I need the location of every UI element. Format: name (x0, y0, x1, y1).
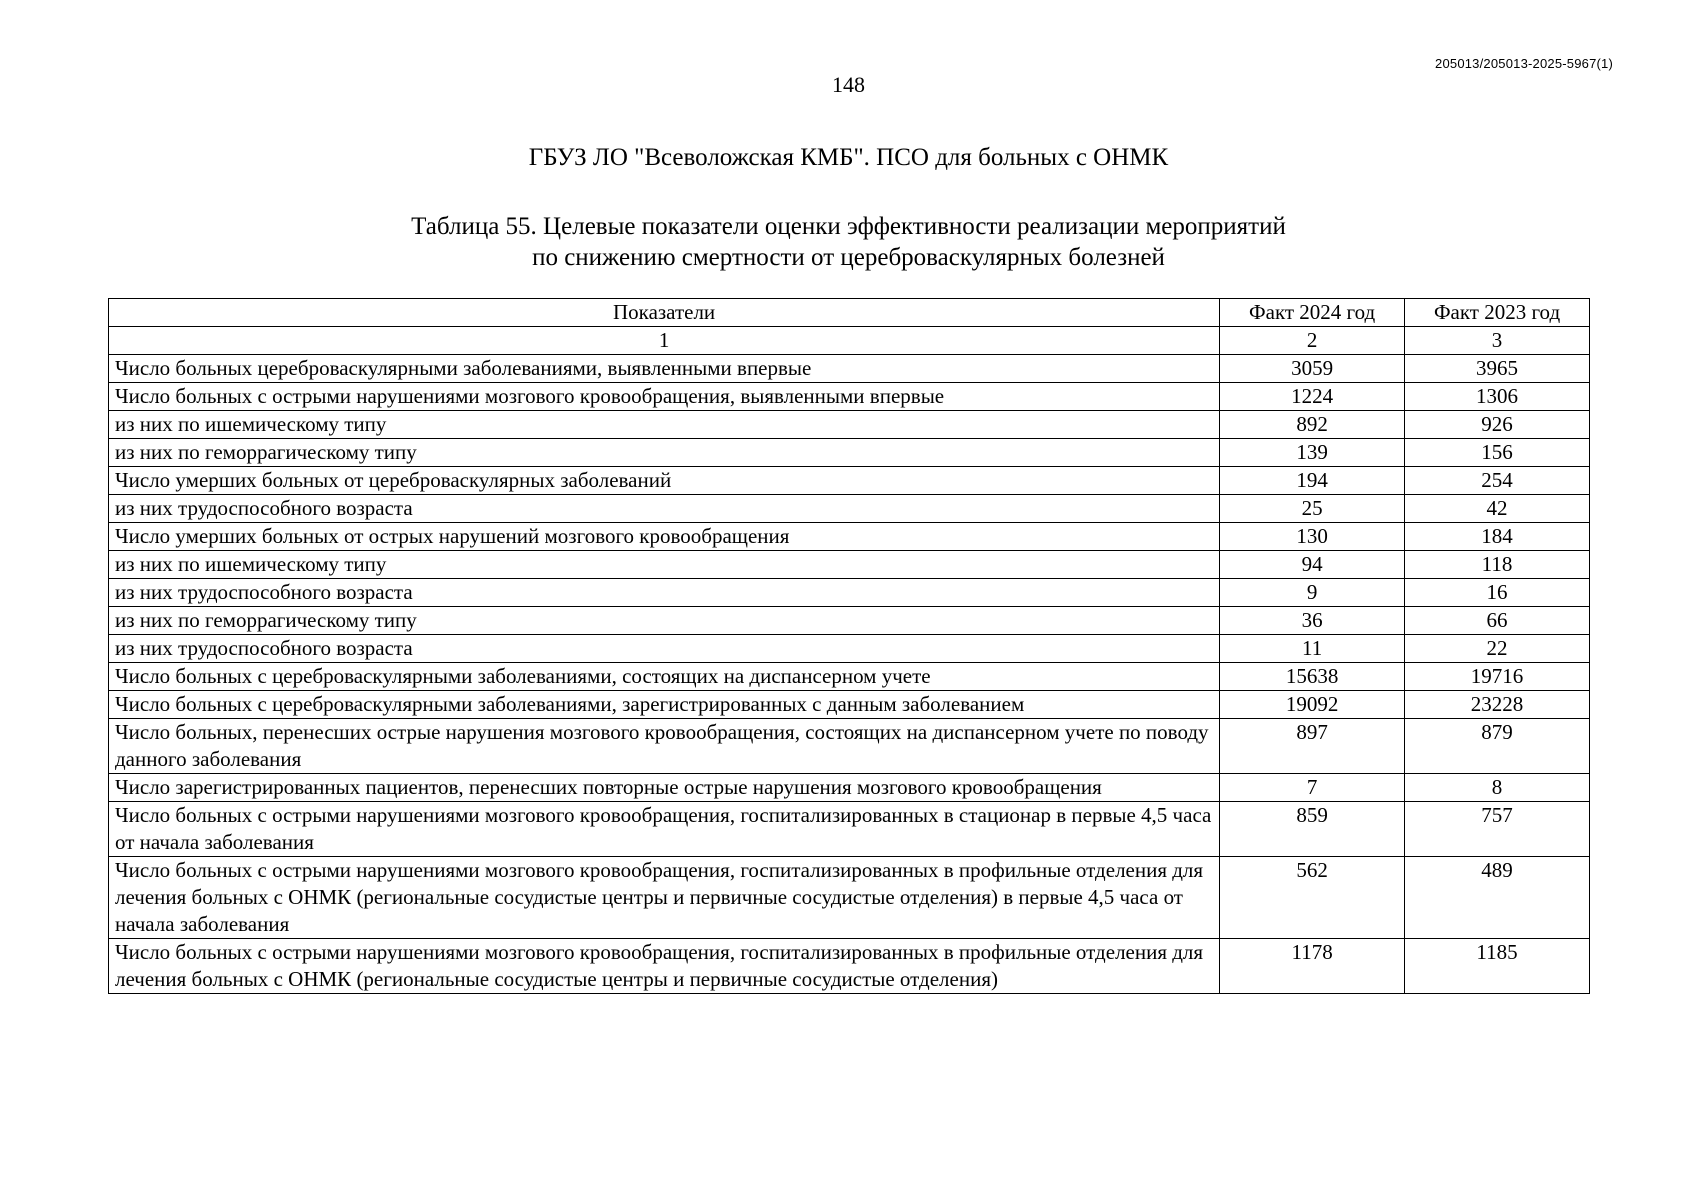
organization-title: ГБУЗ ЛО "Всеволожская КМБ". ПСО для больных с ОНМК (528, 144, 1169, 171)
row-value-2023: 1185 (1405, 939, 1590, 994)
table-row (109, 663, 1590, 691)
row-value-2024: 25 (1220, 495, 1405, 523)
row-value-2024: 3059 (1220, 355, 1405, 383)
row-value-2024: 130 (1220, 523, 1405, 551)
table-row (109, 939, 1590, 994)
table-row (109, 495, 1590, 523)
table-row (109, 523, 1590, 551)
row-label: Число умерших больных от цереброваскулярных заболеваний (109, 467, 1220, 495)
row-value-2024: 139 (1220, 439, 1405, 467)
row-label: Число больных с острыми нарушениями мозгового кровообращения, выявленными впервые (109, 383, 1220, 411)
row-value-2024: 9 (1220, 579, 1405, 607)
row-value-2023: 23228 (1405, 691, 1590, 719)
row-value-2024: 1224 (1220, 383, 1405, 411)
table-row (109, 383, 1590, 411)
column-header-indicators: Показатели (109, 299, 1220, 327)
row-label: из них по геморрагическому типу (109, 439, 1220, 467)
column-number: 1 (109, 327, 1220, 355)
row-value-2023: 16 (1405, 579, 1590, 607)
row-label: Число больных с цереброваскулярными заболеваниями, зарегистрированных с данным заболеванием (109, 691, 1220, 719)
row-value-2023: 879 (1405, 719, 1590, 774)
table-row (109, 857, 1590, 939)
row-label: Число больных с острыми нарушениями мозгового кровообращения, госпитализированных в профильные отделения для лечения больных с ОНМК (региональные сосудистые центры и первичные сосудистые отделения) в первые 4,5 часа от начала заболевания (109, 857, 1220, 939)
table-row (109, 579, 1590, 607)
indicators-table (108, 298, 1590, 994)
row-value-2024: 15638 (1220, 663, 1405, 691)
column-header-2023: Факт 2023 год (1405, 299, 1590, 327)
row-label: Число умерших больных от острых нарушений мозгового кровообращения (109, 523, 1220, 551)
row-label: Число больных, перенесших острые нарушения мозгового кровообращения, состоящих на диспансерном учете по поводу данного заболевания (109, 719, 1220, 774)
row-value-2023: 757 (1405, 802, 1590, 857)
table-row (109, 467, 1590, 495)
row-value-2023: 489 (1405, 857, 1590, 939)
row-value-2023: 156 (1405, 439, 1590, 467)
table-title-line-2: по снижению смертности от цереброваскулярных болезней (532, 244, 1165, 271)
row-value-2023: 184 (1405, 523, 1590, 551)
row-label: Число больных с острыми нарушениями мозгового кровообращения, госпитализированных в стационар в первые 4,5 часа от начала заболевания (109, 802, 1220, 857)
row-value-2023: 926 (1405, 411, 1590, 439)
row-value-2024: 94 (1220, 551, 1405, 579)
row-label: из них трудоспособного возраста (109, 495, 1220, 523)
table-row (109, 551, 1590, 579)
table-body (109, 355, 1590, 994)
row-label: Число больных с цереброваскулярными заболеваниями, состоящих на диспансерном учете (109, 663, 1220, 691)
table-row (109, 635, 1590, 663)
row-value-2024: 19092 (1220, 691, 1405, 719)
document-id: 205013/205013-2025-5967(1) (1435, 56, 1613, 71)
row-value-2024: 1178 (1220, 939, 1405, 994)
table-title-line-1: Таблица 55. Целевые показатели оценки эффективности реализации мероприятий (411, 213, 1286, 240)
table-row (109, 802, 1590, 857)
row-value-2023: 19716 (1405, 663, 1590, 691)
row-value-2023: 8 (1405, 774, 1590, 802)
row-value-2024: 892 (1220, 411, 1405, 439)
row-label: из них трудоспособного возраста (109, 635, 1220, 663)
table-row (109, 691, 1590, 719)
row-label: из них по геморрагическому типу (109, 607, 1220, 635)
row-label: Число больных с острыми нарушениями мозгового кровообращения, госпитализированных в профильные отделения для лечения больных с ОНМК (региональные сосудистые центры и первичные сосудистые отделения) (109, 939, 1220, 994)
row-label: Число больных цереброваскулярными заболеваниями, выявленными впервые (109, 355, 1220, 383)
row-label: Число зарегистрированных пациентов, перенесших повторные острые нарушения мозгового кровообращения (109, 774, 1220, 802)
table-row (109, 719, 1590, 774)
table-row (109, 355, 1590, 383)
page-number: 148 (832, 72, 865, 97)
row-label: из них по ишемическому типу (109, 411, 1220, 439)
column-number-row (109, 327, 1590, 355)
table-row (109, 607, 1590, 635)
table-header-row (109, 299, 1590, 327)
row-value-2024: 562 (1220, 857, 1405, 939)
row-value-2024: 36 (1220, 607, 1405, 635)
row-value-2024: 194 (1220, 467, 1405, 495)
row-value-2023: 42 (1405, 495, 1590, 523)
table-title (0, 211, 1697, 273)
row-value-2023: 118 (1405, 551, 1590, 579)
row-value-2023: 254 (1405, 467, 1590, 495)
row-value-2024: 7 (1220, 774, 1405, 802)
column-number: 3 (1405, 327, 1590, 355)
table-row (109, 439, 1590, 467)
row-value-2023: 1306 (1405, 383, 1590, 411)
row-value-2023: 3965 (1405, 355, 1590, 383)
row-value-2024: 897 (1220, 719, 1405, 774)
row-value-2024: 11 (1220, 635, 1405, 663)
table-row (109, 411, 1590, 439)
row-value-2023: 22 (1405, 635, 1590, 663)
column-header-2024: Факт 2024 год (1220, 299, 1405, 327)
table-row (109, 774, 1590, 802)
row-label: из них по ишемическому типу (109, 551, 1220, 579)
column-number: 2 (1220, 327, 1405, 355)
row-label: из них трудоспособного возраста (109, 579, 1220, 607)
row-value-2024: 859 (1220, 802, 1405, 857)
row-value-2023: 66 (1405, 607, 1590, 635)
